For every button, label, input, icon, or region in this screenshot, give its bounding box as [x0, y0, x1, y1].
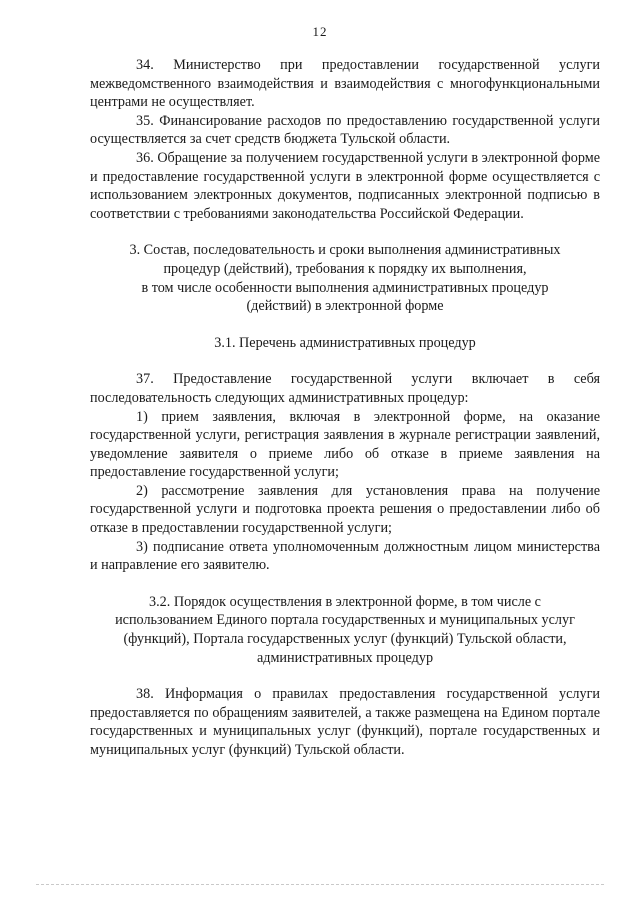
paragraph-38: 38. Информация о правилах предоставления государственной услуги предоставляется по обращениям заявителей, а также размещена на Едином портале государственных и муниципальных услуг (функций), портале государственных и муниципальных услуг (функций) Тульской области.	[90, 686, 600, 758]
list-item: 1) прием заявления, включая в электронной форме, на оказание государственной услуги, регистрация заявления в журнале регистрации заявлений, уведомление заявителя о приеме либо об отказе в приеме заявления на предоставление государственной услуги;	[90, 408, 600, 481]
footer-divider	[36, 884, 604, 885]
paragraph-36: 36. Обращение за получением государственной услуги в электронной форме и предоставление государственной услуги в электронной форме осуществляется с использованием электронных документов, подписанных электронной подписью в соответствии с требованиями законодательства Российской Федерации.	[90, 149, 600, 222]
document-body	[90, 56, 600, 760]
section-3-heading-line: в том числе особенности выполнения административных процедур	[141, 279, 549, 296]
section-3-heading-line: 3. Состав, последовательность и сроки выполнения административных	[129, 242, 561, 259]
list-item: 2) рассмотрение заявления для установления права на получение государственной услуги и подготовка проекта решения о предоставлении либо об отказе в предоставлении государственной услуги;	[90, 482, 600, 537]
section-3-2-heading-line: использованием Единого портала государственных и муниципальных услуг	[115, 612, 575, 629]
paragraph-34: 34. Министерство при предоставлении государственной услуги межведомственного взаимодействия и взаимодействия с многофункциональными центрами не осуществляет.	[90, 57, 600, 111]
section-3-heading	[90, 241, 600, 315]
section-3-1-heading: 3.1. Перечень административных процедур	[214, 334, 476, 351]
section-3-2-heading-line: (функций), Портала государственных услуг (функций) Тульской области,	[123, 631, 567, 648]
paragraph-37: 37. Предоставление государственной услуги включает в себя последовательность следующих административных процедур:	[90, 371, 600, 406]
list-item: 3) подписание ответа уполномоченным должностным лицом министерства и направление его заявителю.	[90, 538, 600, 574]
section-3-heading-line: процедур (действий), требования к порядку их выполнения,	[163, 260, 527, 277]
paragraph-35: 35. Финансирование расходов по предоставлению государственной услуги осуществляется за счет средств бюджета Тульской области.	[90, 112, 600, 148]
page-number: 12	[312, 24, 328, 39]
section-3-2-heading-line: административных процедур	[256, 649, 434, 666]
section-3-2-heading	[90, 593, 600, 667]
section-3-heading-line: (действий) в электронной форме	[246, 298, 444, 315]
section-3-2-heading-line: 3.2. Порядок осуществления в электронной форме, в том числе с	[149, 593, 541, 610]
